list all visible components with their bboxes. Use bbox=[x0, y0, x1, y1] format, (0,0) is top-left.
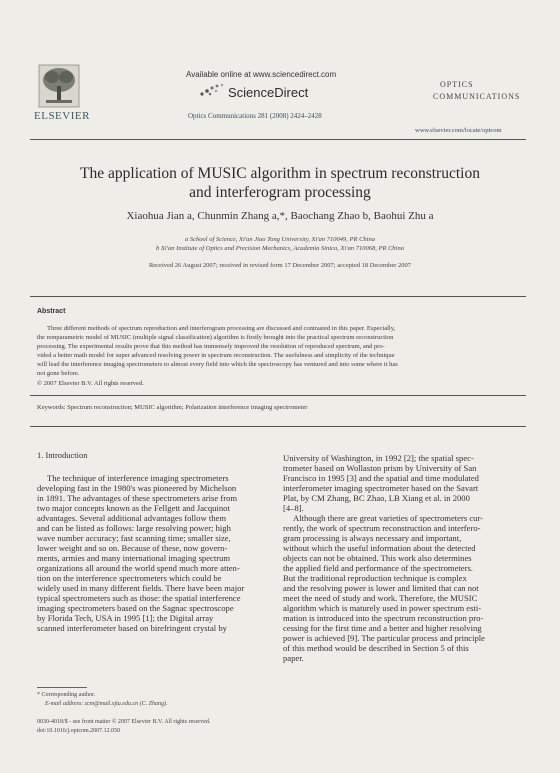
header-divider bbox=[30, 139, 526, 140]
issn-line: 0030-4018/$ - see front matter © 2007 Elsevier B.V. All rights reserved. bbox=[37, 719, 211, 725]
body-text-line: power is achieved [9]. The particular process and principle bbox=[283, 633, 485, 643]
abstract-top-divider bbox=[30, 296, 526, 297]
abstract-line: the nonparametric model of MUSIC (multiple signal classification) algorithm is firstly brought into the practical spectrum reconstruction bbox=[37, 334, 394, 341]
keywords-divider bbox=[30, 395, 526, 396]
body-text-line: cessing for the first time and a better and higher resolving bbox=[283, 623, 482, 633]
body-text-line: gram processing is always necessary and important, bbox=[283, 533, 462, 543]
available-online-text: Available online at www.sciencedirect.com bbox=[186, 70, 337, 79]
body-text-line: and can be listed as follows: large resolving power; high bbox=[37, 523, 231, 533]
body-text-line: advantages. Several additional advantages follow them bbox=[37, 513, 226, 523]
abstract-line: vided a better math model for super advanced resolving power in spectrum reconstruction. The usefulness and simplicity of the technique bbox=[37, 352, 395, 359]
section-heading: 1. Introduction bbox=[37, 450, 88, 460]
body-text-line: The technique of interference imaging spectrometers bbox=[47, 473, 229, 483]
body-text-line: without which the useful information about the detected bbox=[283, 543, 476, 553]
body-text-line: by Florida Tech, USA in 1995 [1]; the Digital array bbox=[37, 613, 214, 623]
body-text-line: the applied field and performance of the spectrometers. bbox=[283, 563, 473, 573]
body-text-line: Francisco in 1995 [3] and the spatial and time modulated bbox=[283, 473, 479, 483]
journal-url: www.elsevier.com/locate/optcom bbox=[415, 127, 502, 134]
body-text-line: algorithm which is maturely used in power spectrum esti- bbox=[283, 603, 482, 613]
article-title-line2: and interferogram processing bbox=[189, 184, 371, 201]
body-text-line: But the traditional reproduction technique is complex bbox=[283, 573, 467, 583]
body-top-divider bbox=[30, 426, 526, 427]
abstract-line: not gone before. bbox=[37, 370, 80, 377]
corresponding-author-note: * Corresponding author. bbox=[37, 692, 96, 698]
body-text-line: mation is introduced into the spectrum reconstruction pro- bbox=[283, 613, 484, 623]
body-text-line: developing fast in the 1980's was pioneered by Michelson bbox=[37, 483, 237, 493]
body-text-line: two major concepts known as the Fellgett and Jacquinot bbox=[37, 503, 230, 513]
journal-reference: Optics Communications 281 (2008) 2424–2428 bbox=[188, 112, 322, 120]
body-text-line: typical spectrometers such as those: the spatial interference bbox=[37, 593, 241, 603]
author-list: Xiaohua Jian a, Chunmin Zhang a,*, Baochang Zhao b, Baohui Zhu a bbox=[126, 210, 434, 222]
body-text-line: rently, the work of spectrum reconstruction and interfero- bbox=[283, 523, 481, 533]
body-text-line: and the resolving power is lower and limited that can not bbox=[283, 583, 479, 593]
journal-name-line1: OPTICS bbox=[440, 80, 474, 89]
body-text-line: interferometer imaging spectrometer based on the Savart bbox=[283, 483, 479, 493]
publisher-name: ELSEVIER bbox=[34, 110, 90, 122]
abstract-line: Three different methods of spectrum reproduction and interferogram processing are discussed and contrasted in this paper. Especially, bbox=[47, 325, 396, 332]
body-text-line: ments, armies and many international imaging spectrum bbox=[37, 553, 231, 563]
body-text-line: widely used in many different fields. There have been major bbox=[37, 583, 245, 593]
doi-line: doi:10.1016/j.optcom.2007.12.050 bbox=[37, 728, 121, 734]
body-text-line: University of Washington, in 1992 [2]; the spatial spec- bbox=[283, 453, 474, 463]
affiliation-b: b Xi'an Institute of Optics and Precision Mechanics, Academia Sinica, Xi'an 710068, PR China bbox=[156, 245, 404, 252]
body-text-line: scanned interferometer based on birefringent crystal by bbox=[37, 623, 227, 633]
sciencedirect-dots-icon bbox=[198, 82, 228, 98]
sciencedirect-logo-text: ScienceDirect bbox=[228, 85, 309, 100]
body-text-line: paper. bbox=[283, 653, 304, 663]
body-text-line: imaging spectrometers based on the Sagnac spectroscope bbox=[37, 603, 234, 613]
article-title-line1: The application of MUSIC algorithm in spectrum reconstruction bbox=[80, 165, 480, 182]
body-text-line: Although there are great varieties of spectrometers cur- bbox=[293, 513, 483, 523]
body-text-line: trometer based on Wollaston prism by University of San bbox=[283, 463, 477, 473]
abstract-heading: Abstract bbox=[37, 308, 66, 315]
journal-name-line2: COMMUNICATIONS bbox=[433, 92, 521, 101]
body-text-line: in 1891. The advantages of these spectrometers arise from bbox=[37, 493, 238, 503]
body-text-line: organizations all around the world spend much more atten- bbox=[37, 563, 240, 573]
abstract-line: will lead the interference imaging spectrometers to almost every field into which the spectroscopy has ventured and into some where it has bbox=[37, 361, 398, 368]
body-text-line: lower weight and so on. Because of these, now govern- bbox=[37, 543, 228, 553]
body-text-line: meet the need of study and work. Therefore, the MUSIC bbox=[283, 593, 478, 603]
body-text-line: objects can not be obtained. This work also determines bbox=[283, 553, 472, 563]
body-text-line: [4–8]. bbox=[283, 503, 304, 513]
keywords-line: Keywords: Spectrum reconstruction; MUSIC algorithm; Polarization interference imaging spectrometer bbox=[37, 404, 308, 411]
email-address-note: E-mail address: zcm@mail.xjtu.edu.cn (C. Zhang). bbox=[45, 701, 168, 707]
affiliation-a: a School of Science, Xi'an Jiao Tong University, Xi'an 710049, PR China bbox=[185, 236, 375, 243]
received-dates: Received 26 August 2007; received in revised form 17 December 2007; accepted 18 December 2007 bbox=[148, 262, 412, 269]
body-text-line: of this method would be described in Section 5 of this bbox=[283, 643, 469, 653]
elsevier-tree-logo bbox=[38, 64, 80, 108]
abstract-line: processing. The experimental results prove that this method has immensely improved the resolution of reproduced spectrum, and pro- bbox=[37, 343, 385, 350]
body-text-line: wave number accuracy; fast scanning time; smaller size, bbox=[37, 533, 231, 543]
footnote-divider bbox=[37, 687, 87, 688]
copyright-line: © 2007 Elsevier B.V. All rights reserved. bbox=[37, 380, 144, 387]
body-text-line: Plat, by CM Zhang, BC Zhao, LB Xiang et al. in 2000 bbox=[283, 493, 470, 503]
body-text-line: tion on the interference spectrometers which could be bbox=[37, 573, 222, 583]
